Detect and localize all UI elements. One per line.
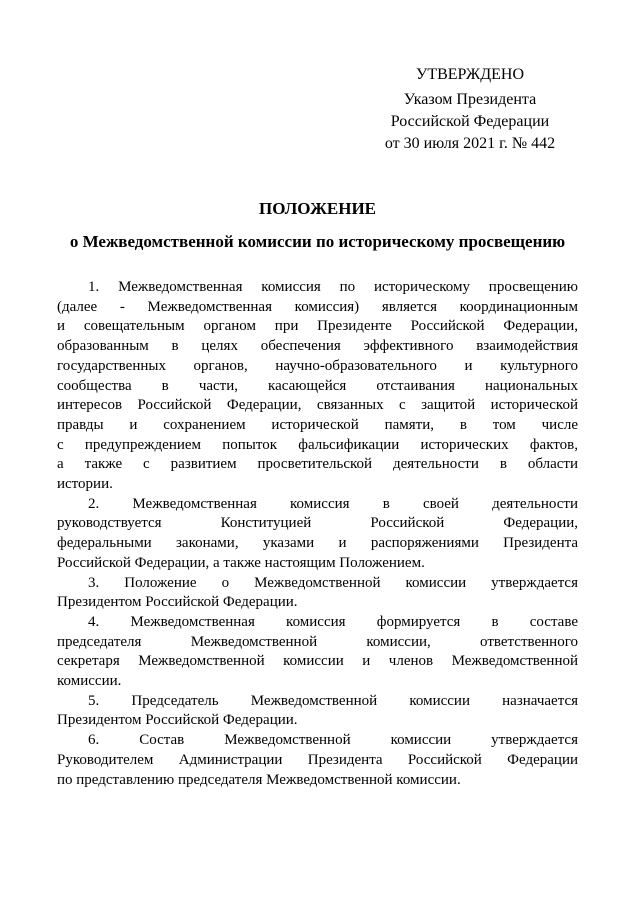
- paragraph-line: истории.: [57, 476, 113, 493]
- paragraph-line: интересов Российской Федерации, связанных с защитой исторической: [57, 397, 578, 414]
- document-title: ПОЛОЖЕНИЕ: [259, 199, 376, 218]
- paragraph-line: с предупреждением попыток фальсификации исторических фактов,: [57, 436, 578, 453]
- paragraph-line: Президентом Российской Федерации.: [57, 712, 298, 729]
- paragraph: [57, 495, 578, 574]
- paragraph: [57, 613, 578, 692]
- approval-lines: [378, 89, 562, 155]
- approval-block: [378, 64, 562, 155]
- approval-heading: УТВЕРЖДЕНО: [415, 66, 524, 83]
- paragraph-line: Российской Федерации, а также настоящим Положением.: [57, 554, 425, 571]
- paragraph-line: (далее - Межведомственная комиссия) является координационным: [57, 298, 578, 315]
- approval-line: Указом Президента: [403, 91, 537, 108]
- paragraph-line: по представлению председателя Межведомственной комиссии.: [57, 771, 461, 788]
- paragraph-line: а также с развитием просветительской деятельности в области: [57, 456, 578, 473]
- paragraph-line: сообщества в части, касающейся отстаивания национальных: [57, 377, 578, 394]
- paragraph-line: 1. Межведомственная комиссия по историческому просвещению: [88, 279, 578, 295]
- paragraph: [57, 692, 578, 731]
- paragraph: [57, 731, 578, 790]
- paragraph-line: государственных органов, научно-образовательного и культурного: [57, 357, 578, 374]
- document-body: [57, 278, 578, 790]
- paragraph-line: 4. Межведомственная комиссия формируется в составе: [88, 613, 578, 630]
- paragraph-line: 5. Председатель Межведомственной комиссии назначается: [88, 692, 578, 709]
- paragraph-line: Президентом Российской Федерации.: [57, 594, 298, 611]
- paragraph-line: правды и сохранением исторической памяти, в том числе: [57, 416, 578, 433]
- paragraph-line: 6. Состав Межведомственной комиссии утверждается: [88, 732, 578, 749]
- paragraph: [57, 278, 578, 495]
- approval-line: от 30 июля 2021 г. № 442: [384, 135, 556, 152]
- approval-line: Российской Федерации: [390, 113, 550, 130]
- paragraph-line: комиссии.: [57, 673, 122, 690]
- paragraph-line: и совещательным органом при Президенте Российской Федерации,: [57, 318, 578, 335]
- document-subtitle: о Межведомственной комиссии по историческому просвещению: [69, 232, 566, 251]
- paragraph-line: секретаря Межведомственной комиссии и членов Межведомственной: [57, 653, 578, 670]
- paragraph-line: руководствуется Конституцией Российской Федерации,: [57, 515, 578, 532]
- paragraph-line: федеральными законами, указами и распоряжениями Президента: [57, 535, 578, 552]
- paragraph-line: 3. Положение о Межведомственной комиссии утверждается: [88, 574, 578, 591]
- paragraph-line: Руководителем Администрации Президента Российской Федерации: [57, 751, 578, 768]
- paragraph-line: 2. Межведомственная комиссия в своей деятельности: [88, 495, 578, 512]
- paragraph: [57, 574, 578, 613]
- paragraph-line: председателя Межведомственной комиссии, ответственного: [57, 633, 578, 650]
- paragraph-line: образованным в целях обеспечения эффективного взаимодействия: [57, 338, 578, 355]
